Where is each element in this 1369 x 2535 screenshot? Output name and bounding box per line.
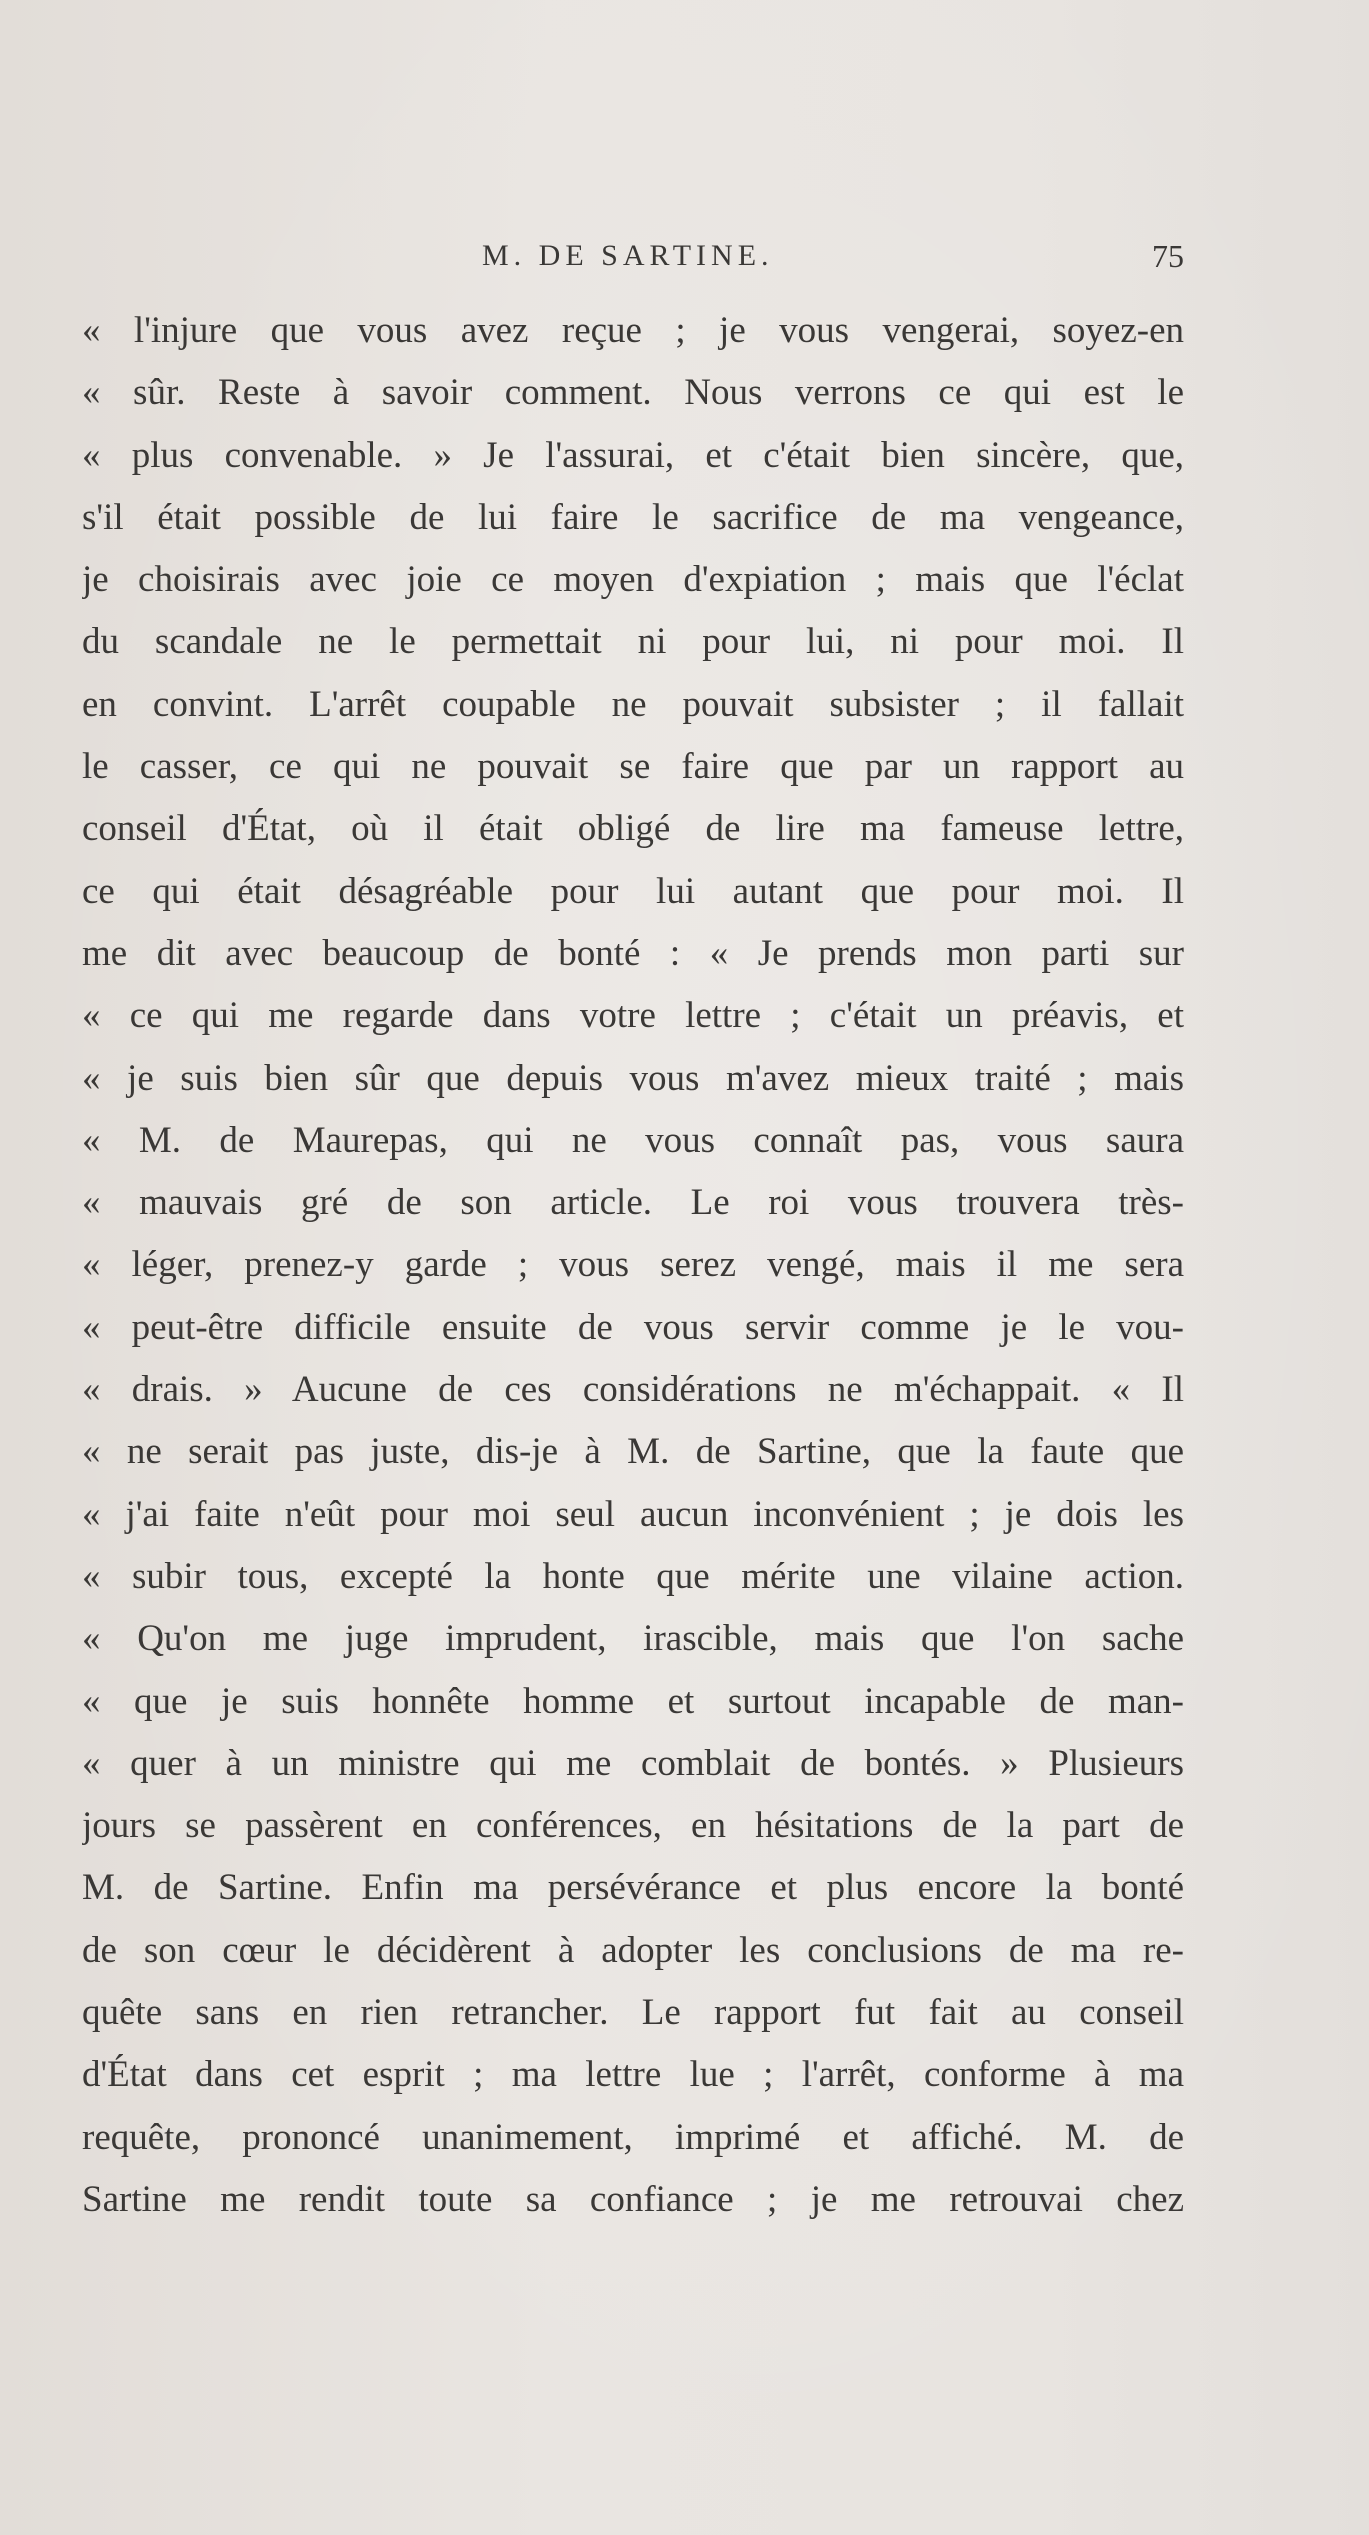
text-line: « quer à un ministre qui me comblait de bontés. » Plusieurs bbox=[82, 1742, 1184, 1784]
text-line: d'État dans cet esprit ; ma lettre lue ; l'arrêt, conforme à ma bbox=[82, 2054, 1184, 2096]
text-line: M. de Sartine. Enfin ma persévérance et plus encore la bonté bbox=[82, 1867, 1184, 1909]
text-line: « drais. » Aucune de ces considérations ne m'échappait. « Il bbox=[82, 1369, 1184, 1411]
page-header bbox=[82, 238, 1184, 274]
text-line: quête sans en rien retrancher. Le rapport fut fait au conseil bbox=[82, 1992, 1184, 2034]
text-line: « ne serait pas juste, dis-je à M. de Sartine, que la faute que bbox=[82, 1431, 1184, 1473]
text-line: « peut-être difficile ensuite de vous servir comme je le vou- bbox=[82, 1306, 1184, 1348]
text-line: je choisirais avec joie ce moyen d'expiation ; mais que l'éclat bbox=[82, 559, 1184, 601]
text-line: « plus convenable. » Je l'assurai, et c'était bien sincère, que, bbox=[82, 434, 1184, 476]
text-line: en convint. L'arrêt coupable ne pouvait subsister ; il fallait bbox=[82, 683, 1184, 725]
text-line: conseil d'État, où il était obligé de lire ma fameuse lettre, bbox=[82, 808, 1184, 850]
text-line: « mauvais gré de son article. Le roi vous trouvera très- bbox=[82, 1182, 1184, 1224]
text-line: le casser, ce qui ne pouvait se faire que par un rapport au bbox=[82, 746, 1184, 788]
text-line: me dit avec beaucoup de bonté : « Je prends mon parti sur bbox=[82, 932, 1184, 974]
text-line: du scandale ne le permettait ni pour lui, ni pour moi. Il bbox=[82, 621, 1184, 663]
text-line: Sartine me rendit toute sa confiance ; je me retrouvai chez bbox=[82, 2178, 1184, 2220]
text-line: « que je suis honnête homme et surtout incapable de man- bbox=[82, 1680, 1184, 1722]
body-text bbox=[82, 300, 1184, 2231]
text-line: de son cœur le décidèrent à adopter les conclusions de ma re- bbox=[82, 1929, 1184, 1971]
text-line: « subir tous, excepté la honte que mérite une vilaine action. bbox=[82, 1555, 1184, 1597]
text-line: « l'injure que vous avez reçue ; je vous vengerai, soyez-en bbox=[82, 310, 1184, 351]
text-line: jours se passèrent en conférences, en hésitations de la part de bbox=[82, 1805, 1184, 1847]
text-line: ce qui était désagréable pour lui autant que pour moi. Il bbox=[82, 870, 1184, 912]
text-line: « ce qui me regarde dans votre lettre ; c'était un préavis, et bbox=[82, 995, 1184, 1037]
text-line: « sûr. Reste à savoir comment. Nous verrons ce qui est le bbox=[82, 372, 1184, 414]
text-line: « M. de Maurepas, qui ne vous connaît pas, vous saura bbox=[82, 1119, 1184, 1161]
text-line: s'il était possible de lui faire le sacrifice de ma vengeance, bbox=[82, 496, 1184, 538]
text-line: « je suis bien sûr que depuis vous m'avez mieux traité ; mais bbox=[82, 1057, 1184, 1099]
text-line: requête, prononcé unanimement, imprimé et affiché. M. de bbox=[82, 2116, 1184, 2158]
text-line: « léger, prenez-y garde ; vous serez vengé, mais il me sera bbox=[82, 1244, 1184, 1286]
text-line: « j'ai faite n'eût pour moi seul aucun inconvénient ; je dois les bbox=[82, 1493, 1184, 1535]
page-number: 75 bbox=[1152, 238, 1184, 274]
text-line: « Qu'on me juge imprudent, irascible, mais que l'on sache bbox=[82, 1618, 1184, 1660]
running-title: M. DE SARTINE. bbox=[482, 239, 774, 272]
